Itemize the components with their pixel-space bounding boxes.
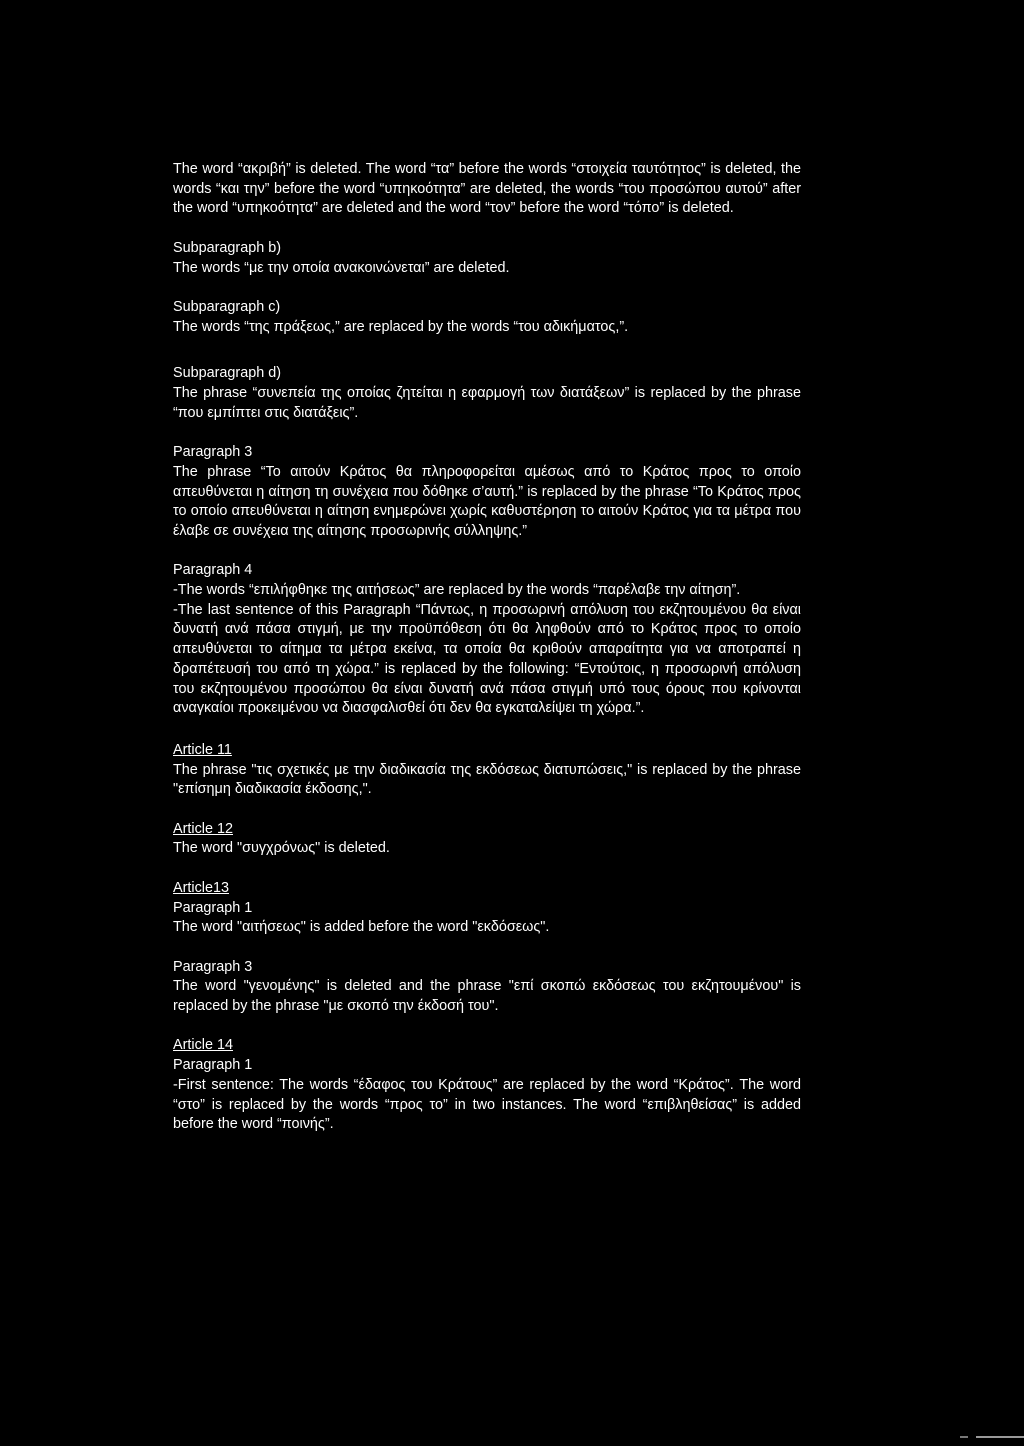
article-line: The word "αιτήσεως" is added before the word "εκδόσεως".	[173, 919, 550, 936]
section-heading: Subparagraph d)	[173, 365, 282, 382]
scan-artifact-line	[944, 1436, 1024, 1438]
article-line: The phrase "τις σχετικές με την διαδικασία της εκδόσεως διατυπώσεις," is replaced by the phrase "επίσημη διαδικασία έκδοσης,".	[173, 761, 801, 798]
section-body: The phrase “Το αιτούν Κράτος θα πληροφορείται αμέσως από το Κράτος προς το οποίο απευθύνεται η αίτηση τη συνέχεια που δόθηκε σ’αυτή.” is replaced by the phrase “Το Κράτος προς το οποίο απευθύνεται η αίτηση ενημερώνει χωρίς καθυστέρηση το αιτούν Κράτος για τα μέτρα που έλαβε σε συνέχεια της αίτησης προσωρινής σύλληψης.”	[173, 463, 801, 539]
section-heading: Paragraph 4	[173, 562, 253, 579]
article-11	[173, 741, 801, 800]
intro-paragraph: The word “ακριβή” is deleted. The word “τα” before the words “στοιχεία ταυτότητος” is deleted, the words “και την” before the word “υπηκοότητα” are deleted, the words “του προσώπου αυτού” after the word “υπηκοότητα” are deleted and the word “τον” before the word “τόπο” is deleted.	[173, 161, 801, 217]
section-body: The words “με την οποία ανακοινώνεται” are deleted.	[173, 259, 510, 276]
section-paragraph-4	[173, 561, 801, 719]
article-line: The word "γενομένης" is deleted and the phrase "επί σκοπώ εκδόσεως του εκζητουμένου" is replaced by the phrase "με σκοπό την έκδοσή του".	[173, 978, 801, 1015]
section-heading: Paragraph 3	[173, 444, 253, 461]
article-title: Article 11	[173, 741, 232, 758]
section-body: The words “της πράξεως,” are replaced by the words “του αδικήματος,”.	[173, 318, 629, 335]
article-line: Paragraph 1	[173, 899, 253, 916]
article-12	[173, 820, 801, 859]
article-title: Article13	[173, 879, 229, 896]
intro-block	[173, 160, 801, 219]
section-paragraph-3	[173, 443, 801, 542]
article-line: Paragraph 3	[173, 958, 253, 975]
article-14	[173, 1036, 801, 1135]
article-title: Article 12	[173, 820, 233, 837]
section-subparagraph-b	[173, 239, 801, 278]
section-body: -The words “επιλήφθηκε της αιτήσεως” are replaced by the words “παρέλαβε την αίτηση”.	[173, 582, 741, 598]
article-13-paragraph-3	[173, 958, 801, 1017]
section-heading: Subparagraph b)	[173, 239, 282, 256]
section-body-continued: -The last sentence of this Paragraph “Πάντως, η προσωρινή απόλυση του εκζητουμένου θα είναι δυνατή ανά πάσα στιγμή, με την προϋπόθεση ότι θα ληφθούν από το Κράτος προς το οποίο απευθύνεται το αίτημα τα μέτρα εκείνα, τα οποία θα κριθούν απαραίτητα για να αποτραπεί η δραπέτευσή του από τη χώρα.” is replaced by the following: “Εντούτοις, η προσωρινή απόλυση του εκζητουμένου προσώπου θα είναι δυνατή ανά πάσα στιγμή υπό τους όρους που κρίνονται αναγκαίοι προκειμένου να διασφαλισθεί ότι δεν θα εγκαταλείψει τη χώρα.”.	[173, 601, 801, 717]
article-line: The word "συγχρόνως" is deleted.	[173, 840, 390, 857]
section-subparagraph-c	[173, 298, 801, 337]
article-title: Article 14	[173, 1037, 233, 1054]
article-13	[173, 879, 801, 938]
article-line: Paragraph 1	[173, 1057, 253, 1074]
section-subparagraph-d	[173, 364, 801, 423]
section-heading: Subparagraph c)	[173, 298, 281, 315]
article-line: -First sentence: The words “έδαφος του Κράτους” are replaced by the word “Κράτος”. The word “στο” is replaced by the words “προς το” in two instances. The word “επιβληθείσας” is added before the word “ποινής”.	[173, 1076, 801, 1133]
document-page	[173, 160, 801, 1155]
section-body: The phrase “συνεπεία της οποίας ζητείται η εφαρμογή των διατάξεων” is replaced by the phrase “που εμπίπτει στις διατάξεις”.	[173, 385, 801, 421]
